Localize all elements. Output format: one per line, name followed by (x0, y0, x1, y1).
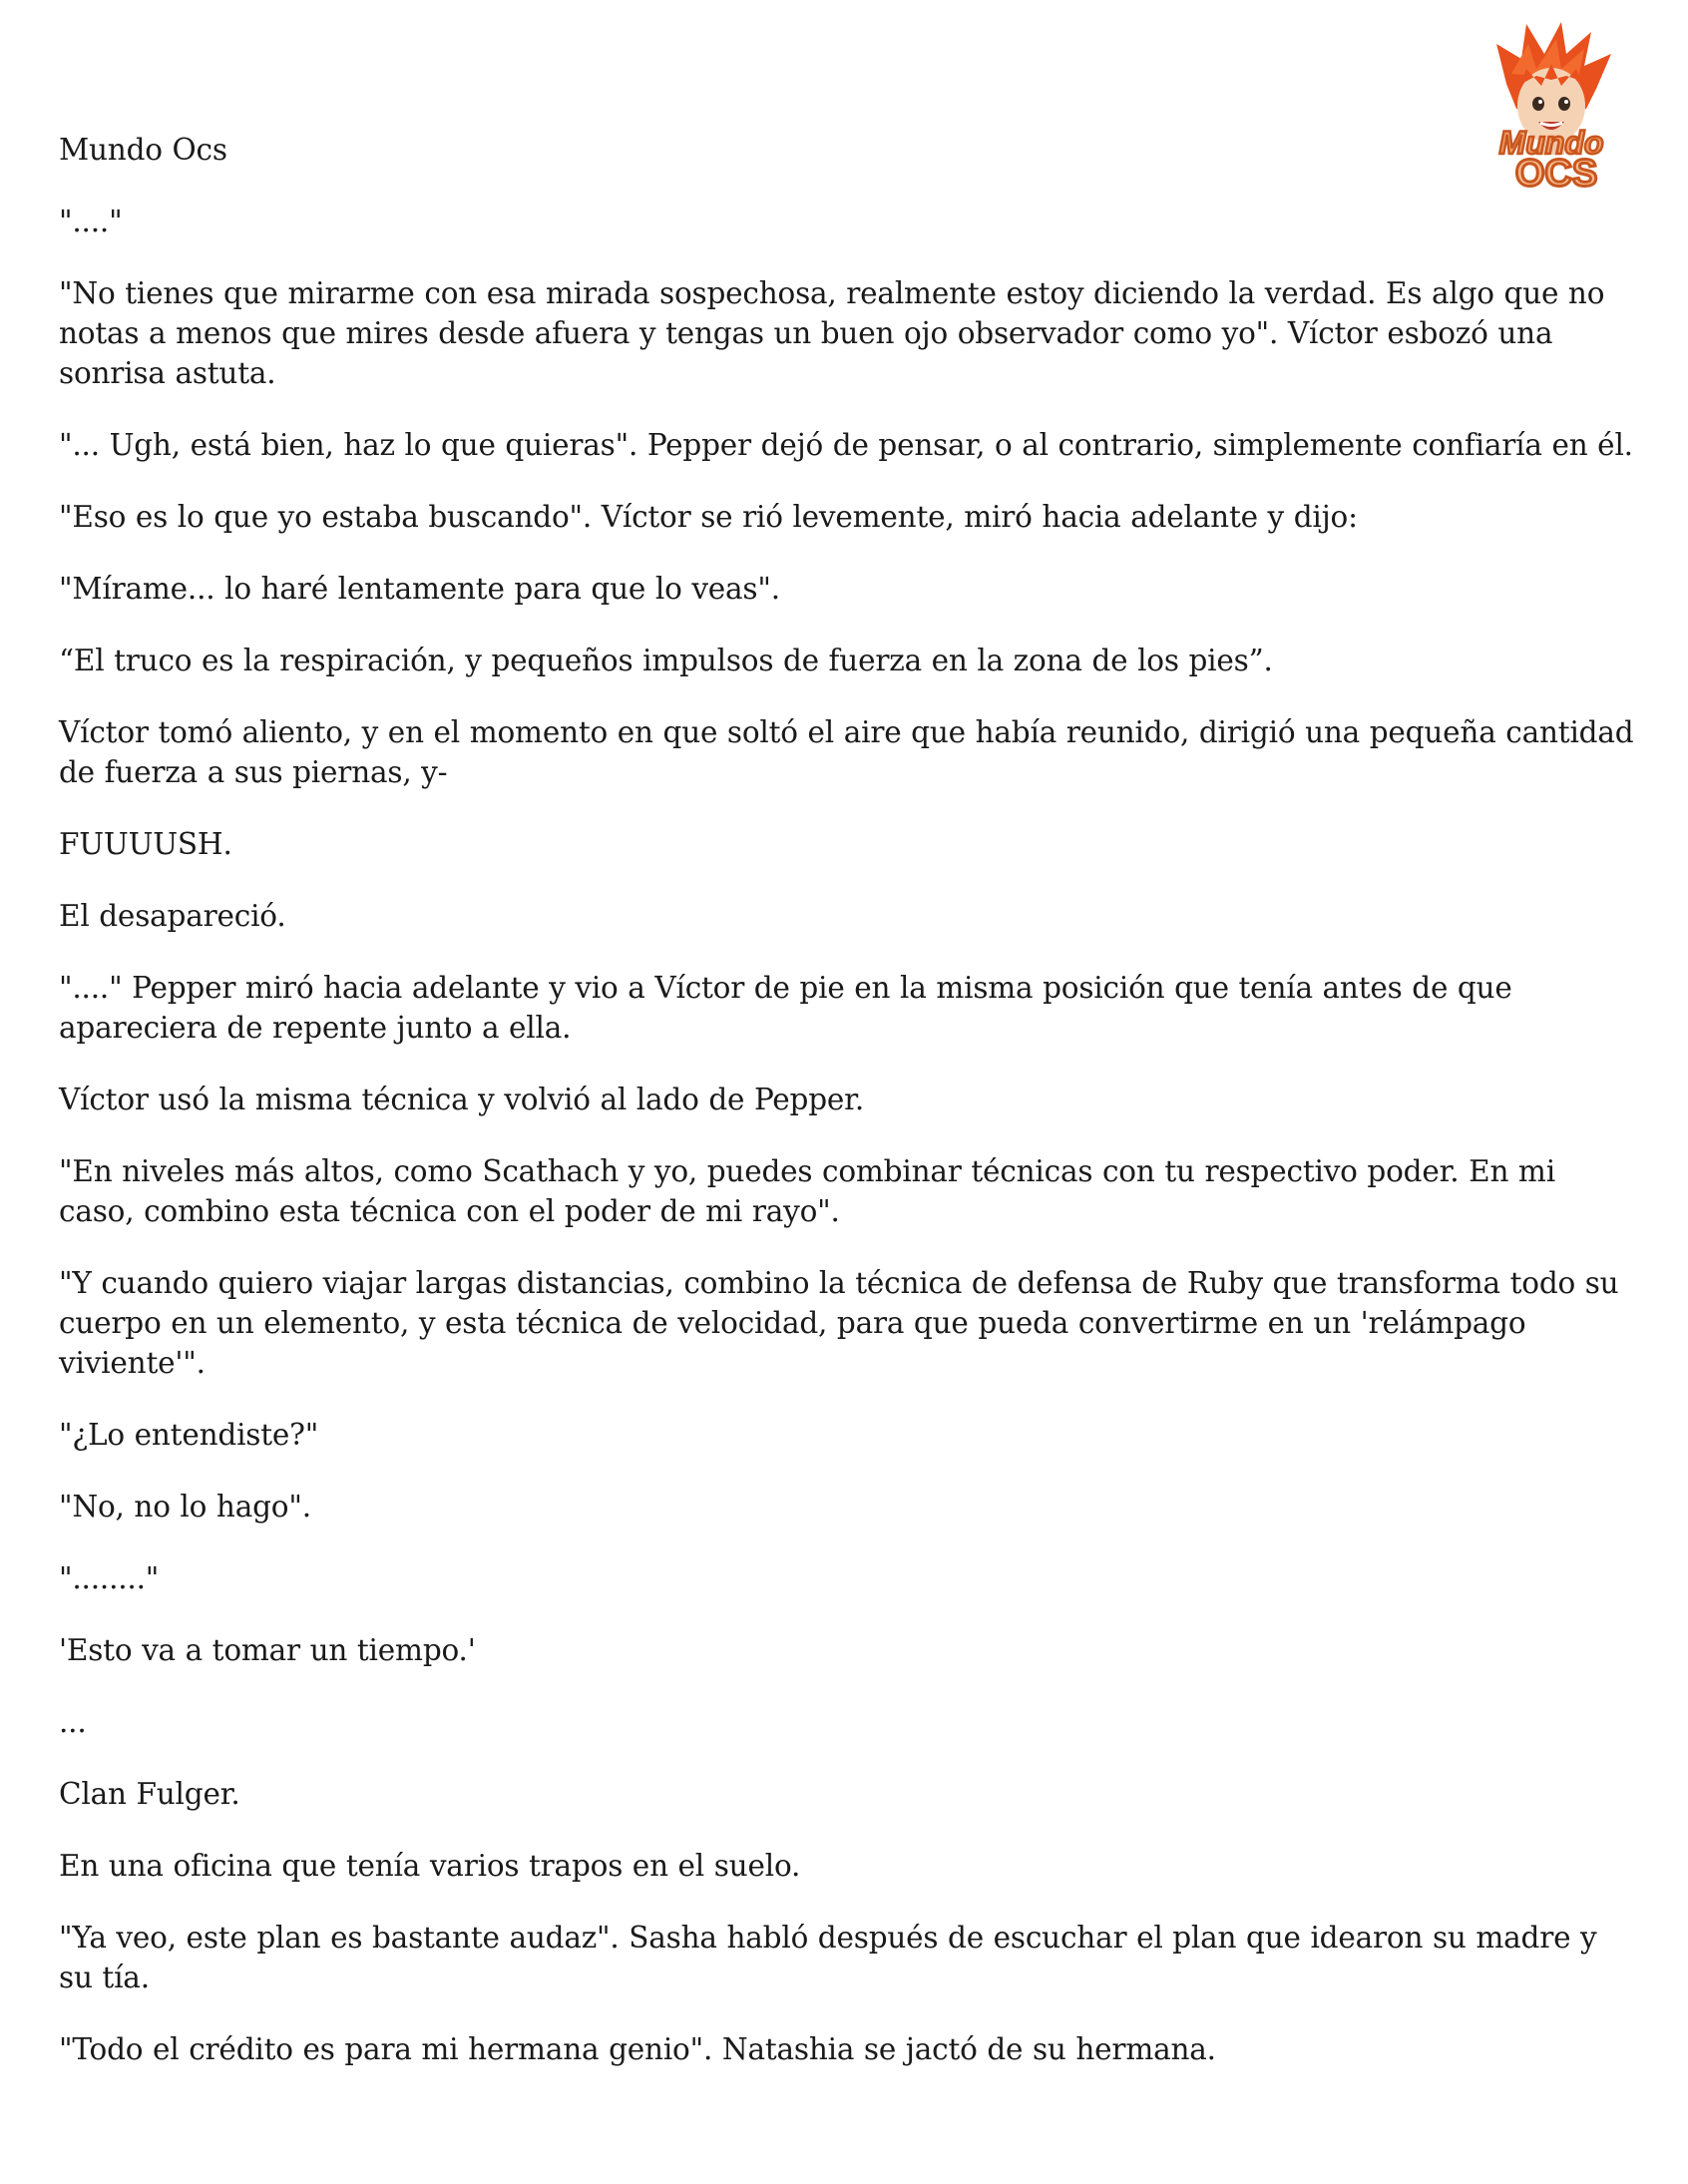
paragraph: "...." (59, 205, 123, 238)
paragraph: Víctor usó la misma técnica y volvió al lado de Pepper. (59, 1083, 865, 1116)
svg-text:OCS: OCS (1514, 153, 1598, 192)
paragraph: "... Ugh, está bien, haz lo que quieras". Pepper dejó de pensar, o al contrario, simplemente confiaría en él. (59, 428, 1633, 462)
paragraph: "...." Pepper miró hacia adelante y vio a Víctor de pie en la misma posición que tenía antes de que apareciera de repente junto a ella. (59, 971, 1512, 1045)
paragraph: Mundo Ocs (59, 133, 227, 167)
paragraph: "¿Lo entendiste?" (59, 1418, 319, 1452)
paragraph: "Eso es lo que yo estaba buscando". Víctor se rió levemente, miró hacia adelante y dijo: (59, 500, 1358, 534)
paragraph: Clan Fulger. (59, 1777, 240, 1811)
paragraph: "........" (59, 1561, 160, 1595)
text-column (59, 130, 1635, 2101)
paragraph: "No, no lo hago". (59, 1490, 311, 1524)
paragraph: Víctor tomó aliento, y en el momento en que soltó el aire que había reunido, dirigió una pequeña cantidad de fuerza a sus piernas, y- (59, 715, 1634, 789)
paragraph: “El truco es la respiración, y pequeños impulsos de fuerza en la zona de los pies”. (59, 644, 1273, 677)
paragraph: En una oficina que tenía varios trapos en el suelo. (59, 1849, 801, 1883)
paragraph: 'Esto va a tomar un tiempo.' (59, 1633, 476, 1667)
paragraph: "En niveles más altos, como Scathach y yo, puedes combinar técnicas con tu respectivo poder. En mi caso, combino esta técnica con el poder de mi rayo". (59, 1154, 1555, 1228)
paragraph: "No tienes que mirarme con esa mirada sospechosa, realmente estoy diciendo la verdad. Es algo que no notas a menos que mires desde afuera y tengas un buen ojo observador como yo". Víctor esbozó una sonrisa astuta. (59, 276, 1605, 390)
paragraph: "Todo el crédito es para mi hermana genio". Natashia se jactó de su hermana. (59, 2032, 1216, 2066)
paragraph: "Mírame... lo haré lentamente para que lo veas". (59, 572, 780, 606)
paragraph: ... (59, 1705, 87, 1739)
paragraph: FUUUUSH. (59, 827, 232, 861)
paragraph: "Ya veo, este plan es bastante audaz". Sasha habló después de escuchar el plan que idearon su madre y su tía. (59, 1921, 1597, 1994)
svg-text:Mundo: Mundo (1498, 125, 1604, 161)
paragraph: "Y cuando quiero viajar largas distancias, combino la técnica de defensa de Ruby que transforma todo su cuerpo en un elemento, y esta técnica de velocidad, para que pueda convertirme en un 'relámpago viviente'". (59, 1266, 1619, 1380)
paragraph: El desapareció. (59, 899, 286, 933)
